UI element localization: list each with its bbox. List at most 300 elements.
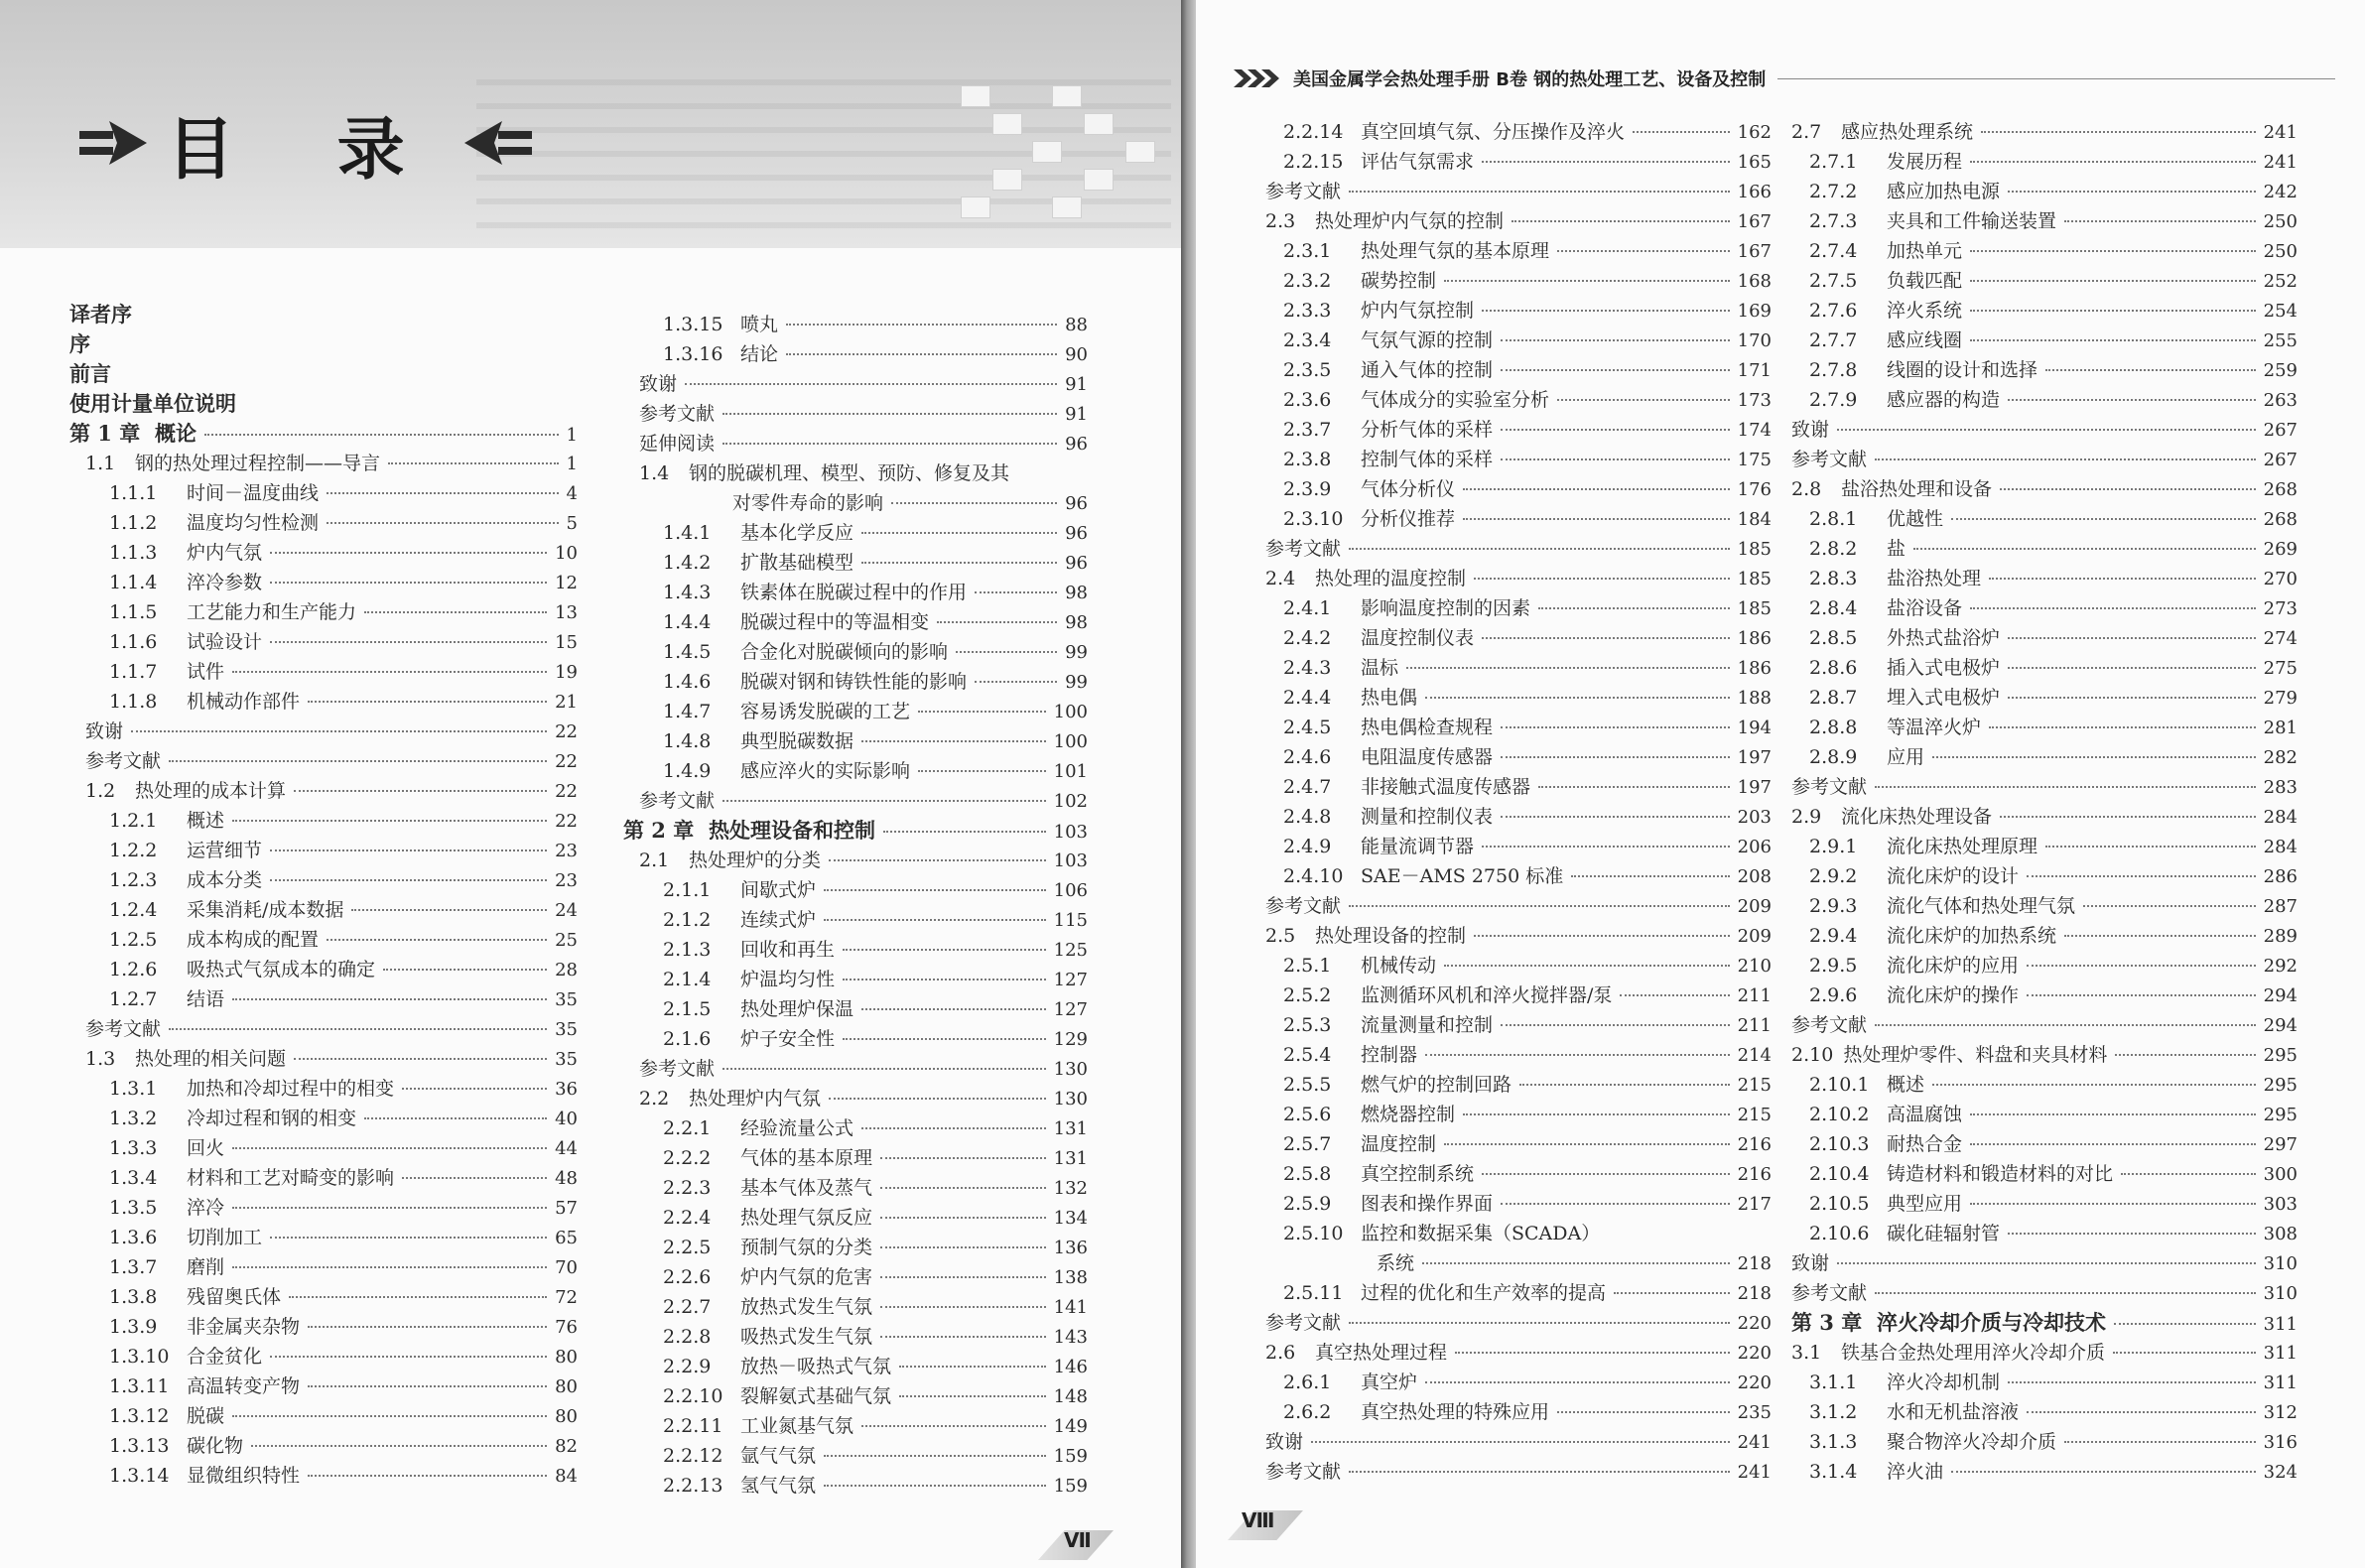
toc-entry-number: 2.3.10 xyxy=(1283,508,1344,530)
toc-entry-title: 淬冷参数 xyxy=(187,572,263,593)
toc-leader-dots xyxy=(1349,191,1730,193)
toc-entry xyxy=(1265,921,1772,952)
toc-entry-title: 热处理气氛的基本原理 xyxy=(1361,240,1550,262)
toc-entry-page: 241 xyxy=(2263,152,2298,173)
toc-entry xyxy=(663,905,1088,936)
toc-entry-page: 44 xyxy=(555,1138,578,1159)
toc-leader-dots xyxy=(880,1157,1046,1159)
running-header-title: 美国金属学会热处理手册 B卷 钢的热处理工艺、设备及控制 xyxy=(1293,69,1767,90)
toc-entry-number: 2.7.3 xyxy=(1809,210,1858,232)
toc-entry xyxy=(1283,355,1772,386)
toc-entry-number: 2.3.6 xyxy=(1283,389,1332,411)
toc-entry-title: 控制气体的采样 xyxy=(1361,449,1494,470)
toc-leader-dots xyxy=(2008,697,2256,699)
toc-entry-page: 10 xyxy=(555,543,578,564)
toc-entry-number: 1.3.4 xyxy=(109,1167,158,1189)
toc-entry-number: 2.10 xyxy=(1791,1044,1834,1066)
toc-leader-dots xyxy=(786,324,1057,326)
toc-entry-page: 316 xyxy=(2263,1432,2298,1453)
toc-entry xyxy=(1283,1070,1772,1101)
toc-entry-page: 141 xyxy=(1053,1297,1088,1318)
toc-entry xyxy=(1283,683,1772,714)
toc-leader-dots xyxy=(843,949,1046,951)
toc-entry-title: 耐热合金 xyxy=(1887,1133,1963,1155)
toc-entry xyxy=(1283,1219,1772,1248)
toc-entry-title: 真空热处理过程 xyxy=(1315,1342,1448,1364)
toc-entry xyxy=(1265,177,1772,207)
toc-entry-title: 分析仪推荐 xyxy=(1361,508,1456,530)
toc-leader-dots xyxy=(270,582,547,584)
toc-leader-dots xyxy=(2045,369,2256,371)
toc-leader-dots xyxy=(861,532,1057,534)
toc-entry-title: 脱碳过程中的等温相变 xyxy=(740,611,930,633)
toc-entry-title: 热处理炉的分类 xyxy=(689,849,822,871)
toc-entry xyxy=(1809,891,2298,922)
toc-leader-dots xyxy=(232,1207,547,1209)
toc-entry-title: 温度控制 xyxy=(1361,1133,1437,1155)
toc-entry-page: 242 xyxy=(2263,182,2298,202)
toc-leader-dots xyxy=(2000,488,2256,490)
toc-entry-title: 钢的脱碳机理、模型、预防、修复及其 xyxy=(689,462,1010,484)
toc-entry xyxy=(85,1014,578,1045)
toc-entry-page: 134 xyxy=(1053,1208,1088,1229)
toc-leader-dots xyxy=(294,790,547,792)
toc-entry-page: 99 xyxy=(1065,672,1088,693)
toc-entry-title: 非接触式温度传感器 xyxy=(1361,776,1531,798)
toc-leader-dots xyxy=(1511,220,1730,222)
toc-entry-page: 209 xyxy=(1737,926,1772,947)
toc-leader-dots xyxy=(232,820,547,822)
toc-entry-number: 2.8.2 xyxy=(1809,538,1858,560)
toc-entry xyxy=(1809,296,2298,327)
toc-entry xyxy=(109,1223,578,1253)
toc-entry-page: 270 xyxy=(2263,569,2298,589)
toc-leader-dots xyxy=(1501,726,1730,728)
toc-entry xyxy=(1283,117,1772,148)
toc-entry-title: 铁基合金热处理用淬火冷却介质 xyxy=(1841,1342,2106,1364)
toc-entry-number: 2.7.7 xyxy=(1809,329,1858,351)
toc-title-group xyxy=(79,99,532,189)
banner-square xyxy=(1052,85,1082,107)
toc-entry-number: 1.2.4 xyxy=(109,899,158,921)
toc-entry-title: 盐浴设备 xyxy=(1887,597,1963,619)
toc-entry xyxy=(1283,713,1772,743)
toc-entry-title: 基本气体及蒸气 xyxy=(740,1177,873,1199)
toc-entry-page: 311 xyxy=(2263,1314,2298,1335)
toc-entry xyxy=(1791,1248,2298,1279)
toc-entry-number: 2.3.8 xyxy=(1283,449,1332,470)
toc-entry-title: 合金化对脱碳倾向的影响 xyxy=(740,641,949,663)
toc-leader-dots xyxy=(1538,607,1730,609)
toc-entry-title: 线圈的设计和选择 xyxy=(1887,359,2038,381)
toc-entry-number: 2.9.3 xyxy=(1809,895,1858,917)
toc-entry-title: 合金贫化 xyxy=(187,1346,263,1368)
toc-leader-dots xyxy=(388,462,559,464)
toc-entry-number: 1.3.8 xyxy=(109,1286,158,1308)
toc-entry-page: 215 xyxy=(1737,1075,1772,1096)
book-spine xyxy=(1181,0,1196,1568)
toc-entry-title: 裂解氨式基础气氛 xyxy=(740,1385,892,1407)
toc-entry-title: 淬火油 xyxy=(1887,1461,1944,1483)
toc-entry-page: 250 xyxy=(2263,211,2298,232)
toc-entry-number: 第 3 章 xyxy=(1791,1310,1863,1335)
toc-entry-page: 186 xyxy=(1737,658,1772,679)
toc-leader-dots xyxy=(1557,399,1730,401)
toc-entry-page: 295 xyxy=(2263,1045,2298,1066)
toc-entry xyxy=(109,1252,578,1283)
toc-entry-number: 2.2.11 xyxy=(663,1415,723,1437)
toc-entry xyxy=(69,389,578,419)
toc-entry-number: 2.4.9 xyxy=(1283,836,1332,857)
toc-entry xyxy=(1809,206,2298,237)
toc-entry xyxy=(69,329,578,359)
toc-entry-number: 1.1.8 xyxy=(109,691,158,713)
toc-entry-title: 淬火系统 xyxy=(1887,300,1963,322)
toc-entry-number: 2.2.14 xyxy=(1283,121,1344,143)
toc-entry-number: 1.4.9 xyxy=(663,760,712,782)
toc-entry-number: 2.4.6 xyxy=(1283,746,1332,768)
toc-entry-number: 1.1.3 xyxy=(109,542,158,564)
toc-entry xyxy=(663,607,1088,638)
toc-entry-page: 96 xyxy=(1065,553,1088,574)
toc-entry-page: 131 xyxy=(1053,1118,1088,1139)
toc-entry-page: 311 xyxy=(2263,1372,2298,1393)
toc-leader-dots xyxy=(169,1028,547,1030)
toc-entry-page: 162 xyxy=(1737,122,1772,143)
toc-entry-page: 273 xyxy=(2263,598,2298,619)
toc-leader-dots xyxy=(1875,458,2256,460)
toc-entry-title: 高温腐蚀 xyxy=(1887,1104,1963,1125)
toc-leader-dots xyxy=(1482,637,1730,639)
toc-entry-number: 2.3.3 xyxy=(1283,300,1332,322)
toc-entry xyxy=(663,1292,1088,1323)
toc-entry-title: 系统 xyxy=(1377,1252,1415,1274)
toc-entry-title: 真空热处理的特殊应用 xyxy=(1361,1401,1550,1423)
toc-entry xyxy=(639,369,1088,400)
toc-entry-page: 174 xyxy=(1737,420,1772,441)
toc-leader-dots xyxy=(1538,786,1730,788)
toc-entry xyxy=(109,657,578,688)
toc-entry xyxy=(663,1411,1088,1442)
toc-entry-title: 过程的优化和生产效率的提高 xyxy=(1361,1282,1607,1304)
toc-leader-dots xyxy=(2121,1173,2256,1175)
toc-entry-page: 284 xyxy=(2263,837,2298,857)
toc-entry-page: 4 xyxy=(566,483,578,504)
toc-leader-dots xyxy=(880,1217,1046,1219)
toc-leader-dots xyxy=(1970,1113,2256,1115)
toc-entry-title: 机械动作部件 xyxy=(187,691,301,713)
toc-entry-page: 131 xyxy=(1053,1148,1088,1169)
toc-entry-number: 2.4.2 xyxy=(1283,627,1332,649)
toc-entry xyxy=(663,1024,1088,1055)
toc-entry-title: 气体的基本原理 xyxy=(740,1147,873,1169)
toc-entry xyxy=(1809,236,2298,267)
toc-leader-dots xyxy=(1425,1054,1730,1056)
toc-entry-title: 热处理的温度控制 xyxy=(1315,568,1467,589)
toc-entry xyxy=(663,965,1088,995)
toc-leader-dots xyxy=(2114,1323,2256,1325)
toc-entry-title: 致谢 xyxy=(1265,1431,1304,1453)
toc-leader-dots xyxy=(1970,250,2256,252)
toc-entry xyxy=(1283,1397,1772,1428)
toc-entry-page: 287 xyxy=(2263,896,2298,917)
toc-entry-number: 1.4.1 xyxy=(663,522,712,544)
toc-leader-dots xyxy=(2008,1381,2256,1383)
toc-entry-number: 1.3.9 xyxy=(109,1316,158,1338)
toc-entry-title: 气体成分的实验室分析 xyxy=(1361,389,1550,411)
toc-title: 目 录 xyxy=(167,110,445,190)
toc-entry xyxy=(663,1233,1088,1263)
toc-entry xyxy=(1809,921,2298,952)
toc-entry-page: 263 xyxy=(2263,390,2298,411)
toc-leader-dots xyxy=(2027,1411,2256,1413)
toc-entry-page: 100 xyxy=(1053,731,1088,752)
banner-square xyxy=(961,196,990,218)
toc-leader-dots xyxy=(1425,697,1730,699)
toc-entry xyxy=(663,756,1088,787)
toc-entry-title: 流化气体和热处理气氛 xyxy=(1887,895,2076,917)
toc-entry-number: 2.5.10 xyxy=(1283,1223,1344,1244)
toc-entry xyxy=(639,429,1088,459)
toc-entry-number: 2.1.6 xyxy=(663,1028,712,1050)
toc-leader-dots xyxy=(880,1306,1046,1308)
toc-entry-title: 译者序 xyxy=(69,302,132,327)
toc-entry-page: 289 xyxy=(2263,926,2298,947)
toc-leader-dots xyxy=(232,998,547,1000)
toc-entry-number: 2.4.4 xyxy=(1283,687,1332,709)
toc-entry-title: 电阻温度传感器 xyxy=(1361,746,1494,768)
toc-entry-title: 测量和控制仪表 xyxy=(1361,806,1494,828)
toc-entry-title: 机械传动 xyxy=(1361,955,1437,977)
toc-entry-page: 132 xyxy=(1053,1178,1088,1199)
toc-leader-dots xyxy=(270,849,547,851)
toc-leader-dots xyxy=(1501,816,1730,818)
toc-entry xyxy=(1791,1308,2298,1340)
toc-entry xyxy=(1283,415,1772,446)
toc-entry-number: 3.1.4 xyxy=(1809,1461,1858,1483)
toc-entry-title: SAE－AMS 2750 标准 xyxy=(1361,865,1564,887)
toc-entry-number: 1.1.5 xyxy=(109,601,158,623)
toc-entry-page: 209 xyxy=(1737,896,1772,917)
toc-entry-page: 22 xyxy=(555,781,578,802)
toc-entry-number: 2.10.1 xyxy=(1809,1074,1870,1096)
toc-entry xyxy=(1809,1070,2298,1101)
toc-entry xyxy=(109,508,578,539)
toc-entry xyxy=(109,1431,578,1462)
toc-entry-number: 3.1.3 xyxy=(1809,1431,1858,1453)
toc-entry-number: 2.7.4 xyxy=(1809,240,1858,262)
toc-leader-dots xyxy=(1951,518,2256,520)
toc-entry-title: 典型脱碳数据 xyxy=(740,730,854,752)
toc-entry-title: 热处理气氛反应 xyxy=(740,1207,873,1229)
toc-entry-page: 127 xyxy=(1053,999,1088,1020)
toc-entry-number: 2.2.7 xyxy=(663,1296,712,1318)
toc-entry-page: 159 xyxy=(1053,1476,1088,1497)
toc-leader-dots xyxy=(2027,965,2256,967)
toc-entry-page: 148 xyxy=(1053,1386,1088,1407)
toc-entry-title: 能量流调节器 xyxy=(1361,836,1475,857)
toc-entry-number: 2.2 xyxy=(639,1088,670,1110)
toc-entry-title: 高温转变产物 xyxy=(187,1375,301,1397)
toc-entry xyxy=(1809,593,2298,624)
toc-entry-title: 淬火冷却机制 xyxy=(1887,1372,2001,1393)
toc-entry-title: 概述 xyxy=(187,810,225,832)
toc-entry xyxy=(1283,832,1772,862)
toc-leader-dots xyxy=(327,522,559,524)
toc-entry-number: 1.3.16 xyxy=(663,343,723,365)
toc-entry-page: 220 xyxy=(1737,1343,1772,1364)
toc-entry-title: 铸造材料和锻造材料的对比 xyxy=(1887,1163,2114,1185)
toc-entry xyxy=(1809,564,2298,594)
toc-entry-number: 2.8.7 xyxy=(1809,687,1858,709)
toc-entry-number: 2.2.2 xyxy=(663,1147,712,1169)
toc-entry xyxy=(1809,177,2298,207)
toc-entry-number: 1.1 xyxy=(85,453,116,474)
toc-entry xyxy=(639,458,1088,488)
toc-entry-page: 88 xyxy=(1065,315,1088,335)
toc-entry-title: 参考文献 xyxy=(639,403,716,425)
toc-entry-title: 残留奥氏体 xyxy=(187,1286,282,1308)
toc-entry-page: 176 xyxy=(1737,479,1772,500)
toc-entry xyxy=(639,399,1088,430)
banner-square xyxy=(961,85,990,107)
toc-entry-title: 氩气气氛 xyxy=(740,1445,817,1467)
toc-entry-title: 感应线圈 xyxy=(1887,329,1963,351)
toc-entry-page: 28 xyxy=(555,960,578,980)
toc-leader-dots xyxy=(308,1326,547,1328)
toc-entry xyxy=(109,1163,578,1194)
toc-entry-page: 143 xyxy=(1053,1327,1088,1348)
toc-entry xyxy=(109,1342,578,1372)
toc-entry-page: 70 xyxy=(555,1257,578,1278)
toc-entry xyxy=(1265,1457,1772,1488)
toc-leader-dots xyxy=(204,434,559,436)
toc-entry-number: 1.1.7 xyxy=(109,661,158,683)
toc-entry-title: 结论 xyxy=(740,343,779,365)
toc-entry xyxy=(1283,1129,1772,1160)
toc-entry-title: 图表和操作界面 xyxy=(1361,1193,1494,1215)
toc-leader-dots xyxy=(918,711,1046,713)
toc-entry xyxy=(109,1074,578,1105)
toc-entry-page: 22 xyxy=(555,751,578,772)
toc-leader-dots xyxy=(383,969,547,971)
toc-entry-number: 2.3.2 xyxy=(1283,270,1332,292)
toc-entry-page: 274 xyxy=(2263,628,2298,649)
toc-entry-title: 监测循环风机和淬火搅拌器/泵 xyxy=(1361,984,1613,1006)
toc-entry-page: 268 xyxy=(2263,479,2298,500)
toc-entry-page: 25 xyxy=(555,930,578,951)
toc-entry-number: 1.3.13 xyxy=(109,1435,170,1457)
toc-entry-page: 185 xyxy=(1737,598,1772,619)
toc-leader-dots xyxy=(723,800,1046,802)
toc-entry-page: 1 xyxy=(566,425,578,446)
toc-entry-title: 感应淬火的实际影响 xyxy=(740,760,911,782)
toc-entry xyxy=(85,717,578,747)
toc-entry-number: 2.7.8 xyxy=(1809,359,1858,381)
toc-entry-page: 15 xyxy=(555,632,578,653)
toc-leader-dots xyxy=(1970,280,2256,282)
toc-entry-number: 1.1.1 xyxy=(109,482,158,504)
toc-entry xyxy=(109,955,578,985)
toc-entry xyxy=(85,1044,578,1075)
toc-entry-number: 1.4.4 xyxy=(663,611,712,633)
toc-entry-title: 扩散基础模型 xyxy=(740,552,854,574)
toc-entry-number: 2.4.5 xyxy=(1283,717,1332,738)
toc-entry-page: 217 xyxy=(1737,1194,1772,1215)
toc-entry-title: 参考文献 xyxy=(1265,1461,1342,1483)
toc-entry-title: 工艺能力和生产能力 xyxy=(187,601,357,623)
toc-leader-dots xyxy=(2064,935,2256,937)
toc-leader-dots xyxy=(899,1366,1046,1368)
toc-leader-dots xyxy=(1932,1084,2256,1086)
toc-leader-dots xyxy=(2113,1352,2256,1354)
toc-leader-dots xyxy=(861,1008,1046,1010)
toc-entry-title: 淬火冷却介质与冷却技术 xyxy=(1877,1310,2106,1335)
toc-entry-title: 热电偶 xyxy=(1361,687,1418,709)
toc-entry-page: 185 xyxy=(1737,569,1772,589)
toc-entry-page: 281 xyxy=(2263,718,2298,738)
toc-entry-number: 2.2.8 xyxy=(663,1326,712,1348)
toc-entry-page: 286 xyxy=(2263,866,2298,887)
toc-leader-dots xyxy=(1633,131,1730,133)
toc-entry-title: 埋入式电极炉 xyxy=(1887,687,2001,709)
toc-entry-page: 13 xyxy=(555,602,578,623)
toc-leader-dots xyxy=(861,1425,1046,1427)
toc-leader-dots xyxy=(723,1068,1046,1070)
toc-entry-page: 215 xyxy=(1737,1105,1772,1125)
toc-entry-page: 159 xyxy=(1053,1446,1088,1467)
toc-entry-number: 2.10.5 xyxy=(1809,1193,1870,1215)
toc-entry xyxy=(1265,534,1772,565)
toc-entry xyxy=(663,935,1088,966)
toc-entry-title: 材料和工艺对畸变的影响 xyxy=(187,1167,395,1189)
toc-entry-number: 2.5.6 xyxy=(1283,1104,1332,1125)
toc-entry-title: 回收和再生 xyxy=(740,939,836,961)
toc-leader-dots xyxy=(1557,1411,1730,1413)
toc-entry xyxy=(1791,802,2298,833)
toc-leader-dots xyxy=(861,740,1046,742)
toc-entry-title: 典型应用 xyxy=(1887,1193,1963,1215)
toc-entry-title: 放热式发生气氛 xyxy=(740,1296,873,1318)
toc-leader-dots xyxy=(1311,1441,1730,1443)
toc-entry xyxy=(109,627,578,658)
toc-entry-number: 2.5.4 xyxy=(1283,1044,1332,1066)
toc-entry xyxy=(663,1113,1088,1144)
toc-leader-dots xyxy=(2083,905,2256,907)
toc-entry-page: 169 xyxy=(1737,301,1772,322)
toc-entry-page: 21 xyxy=(555,692,578,713)
toc-entry-page: 65 xyxy=(555,1228,578,1248)
toc-entry-page: 166 xyxy=(1737,182,1772,202)
toc-entry xyxy=(1809,623,2298,654)
toc-entry xyxy=(1791,1338,2298,1369)
toc-entry xyxy=(623,816,1088,848)
toc-entry-title: 流化床热处理设备 xyxy=(1841,806,1993,828)
toc-entry-page: 203 xyxy=(1737,807,1772,828)
toc-entry-title: 脱碳 xyxy=(187,1405,225,1427)
toc-entry-number: 1.2.6 xyxy=(109,959,158,980)
toc-leader-dots xyxy=(1474,578,1730,580)
toc-leader-dots xyxy=(899,1395,1046,1397)
toc-entry-page: 127 xyxy=(1053,970,1088,990)
toc-entry-page: 269 xyxy=(2263,539,2298,560)
toc-entry-page: 115 xyxy=(1053,910,1088,931)
toc-entry-title: 切削加工 xyxy=(187,1227,263,1248)
toc-entry-number: 1.4.6 xyxy=(663,671,712,693)
toc-entry-title: 碳化硅辐射管 xyxy=(1887,1223,2001,1244)
toc-entry xyxy=(69,300,578,329)
toc-entry-title: 铁素体在脱碳过程中的作用 xyxy=(740,582,968,603)
